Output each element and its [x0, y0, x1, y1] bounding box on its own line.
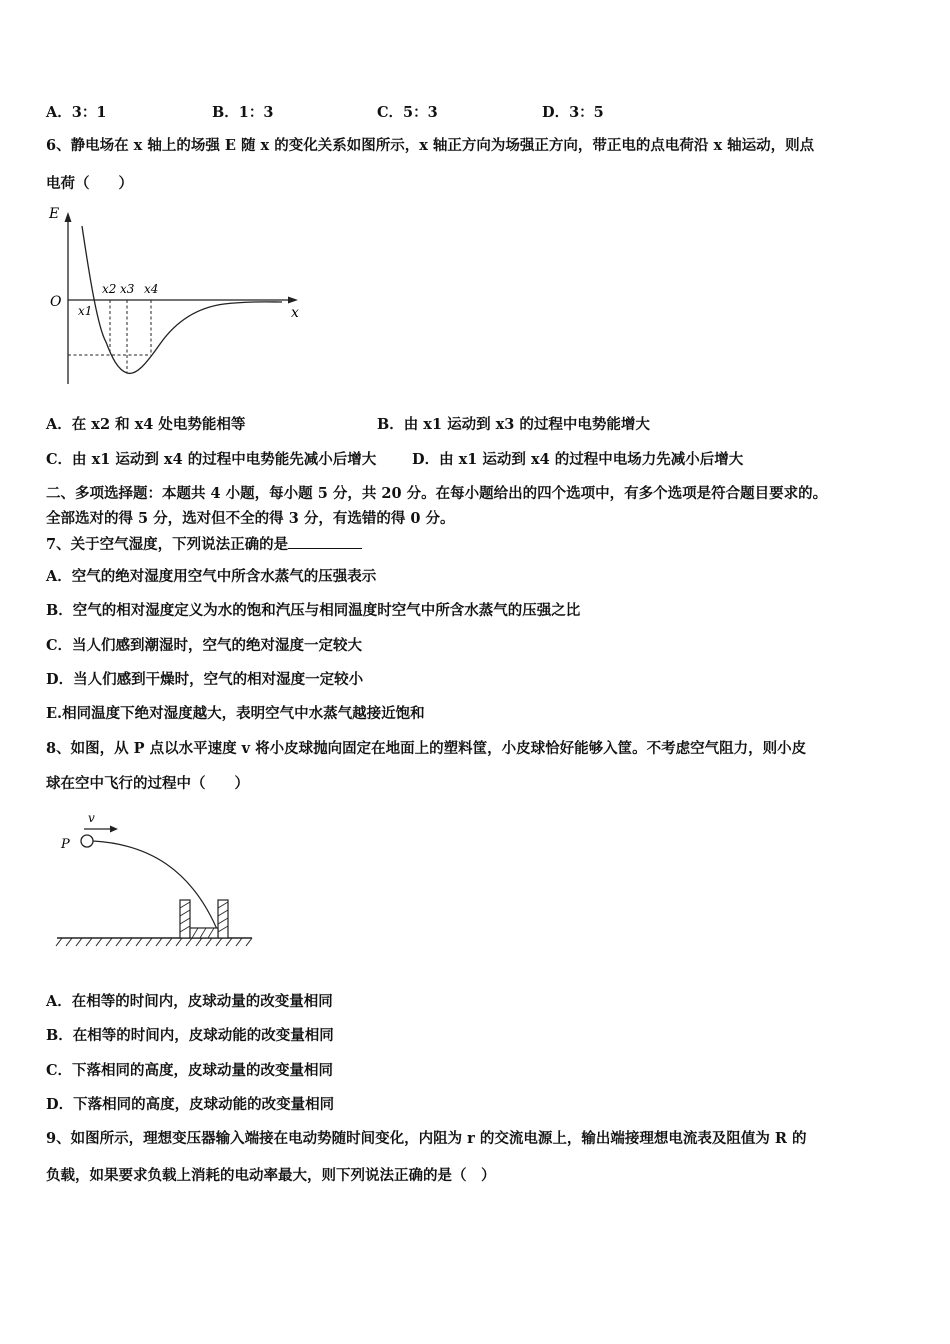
q5-options [46, 101, 746, 123]
q6-stem-line2: 电荷（ ） [46, 175, 133, 192]
q8-option-b: B．在相等的时间内，皮球动能的改变量相同 [46, 1027, 334, 1044]
q9-stem-line1: 9、如图所示，理想变压器输入端接在电动势随时间变化，内阻为 r 的交流电源上，输出端接理想电流表及阻值为 R 的 [46, 1130, 807, 1147]
q6-option-c: C．由 x1 运动到 x4 的过程中电势能先减小后增大 [46, 451, 377, 468]
q7-option-c: C．当人们感到潮湿时，空气的绝对湿度一定较大 [46, 637, 363, 654]
q6-option-b: B．由 x1 运动到 x3 的过程中电势能增大 [377, 416, 650, 433]
answer-blank [288, 534, 362, 549]
q7-option-b: B．空气的相对湿度定义为水的饱和汽压与相同温度时空气中所含水蒸气的压强之比 [46, 602, 581, 619]
x1-label: x1 [78, 304, 93, 318]
ground-hatching [56, 938, 252, 946]
velocity-label: v [88, 811, 95, 825]
x-axis-arrow [288, 297, 298, 304]
q7-option-d: D．当人们感到干燥时，空气的相对湿度一定较小 [46, 671, 364, 688]
q7-stem [46, 534, 362, 555]
q6-option-a: A．在 x2 和 x4 处电势能相等 [46, 416, 246, 433]
q9-stem-line2: 负载，如果要求负载上消耗的电动率最大，则下列说法正确的是（ ） [46, 1167, 496, 1184]
x-label: x [291, 305, 299, 321]
q8-option-a: A．在相等的时间内，皮球动量的改变量相同 [46, 993, 333, 1010]
point-p-label: P [61, 837, 70, 852]
q7-stem-text: 7、关于空气湿度，下列说法正确的是 [46, 536, 289, 553]
q5-option-d: D．3：5 [542, 104, 604, 121]
q8-stem-line2: 球在空中飞行的过程中（ ） [46, 775, 249, 792]
q7-option-a: A．空气的绝对湿度用空气中所含水蒸气的压强表示 [46, 568, 377, 585]
q5-option-c: C．5：3 [377, 104, 438, 121]
e-label: E [49, 206, 60, 222]
x3-label: x3 [120, 282, 135, 296]
q8-stem-line1: 8、如图，从 P 点以水平速度 v 将小皮球抛向固定在地面上的塑料筐，小皮球恰好能够入筐。不考虑空气阻力，则小皮 [46, 740, 807, 757]
q7-option-e: E.相同温度下绝对湿度越大，表明空气中水蒸气越接近饱和 [46, 705, 425, 722]
ball [81, 835, 93, 847]
x2-label: x2 [102, 282, 117, 296]
x4-label: x4 [144, 282, 159, 296]
trajectory [93, 841, 219, 934]
section2-line1: 二、多项选择题：本题共 4 小题，每小题 5 分，共 20 分。在每小题给出的四个选项中，有多个选项是符合题目要求的。 [46, 485, 828, 502]
q8-ball-basket-figure [52, 808, 257, 956]
q5-option-a: A．3：1 [46, 104, 107, 121]
q6-e-x-graph [44, 200, 309, 390]
q8-option-c: C．下落相同的高度，皮球动量的改变量相同 [46, 1062, 334, 1079]
origin-label: O [50, 294, 62, 310]
basket [180, 900, 228, 938]
q6-option-d: D．由 x1 运动到 x4 的过程中电场力先减小后增大 [412, 451, 744, 468]
q6-stem-line1: 6、静电场在 x 轴上的场强 E 随 x 的变化关系如图所示，x 轴正方向为场强正方向，带正电的点电荷沿 x 轴运动，则点 [46, 137, 815, 154]
q8-option-d: D．下落相同的高度，皮球动能的改变量相同 [46, 1096, 335, 1113]
q5-option-b: B．1：3 [212, 104, 274, 121]
e-axis-arrow [65, 212, 72, 222]
section2-line2: 全部选对的得 5 分，选对但不全的得 3 分，有选错的得 0 分。 [46, 510, 455, 527]
